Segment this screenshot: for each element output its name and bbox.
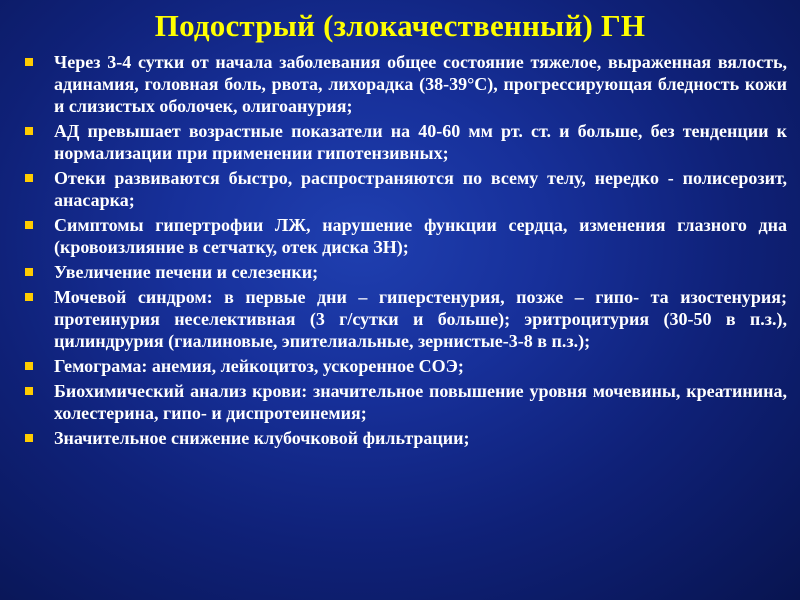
list-item-text: Биохимический анализ крови: значительное повышение уровня мочевины, креатинина, холестерина, гипо- и диспротеинемия; <box>54 381 787 424</box>
list-item-text: Отеки развиваются быстро, распространяются по всему телу, нередко - полисерозит, анасарка; <box>54 168 787 211</box>
square-bullet-icon <box>25 268 33 276</box>
square-bullet-icon <box>25 221 33 229</box>
square-bullet-icon <box>25 293 33 301</box>
list-item-text: АД превышает возрастные показатели на 40-60 мм рт. ст. и больше, без тенденции к нормализации при применении гипотензивных; <box>54 121 787 164</box>
list-item-text: Гемограма: анемия, лейкоцитоз, ускоренное СОЭ; <box>54 356 464 377</box>
list-item <box>25 286 787 353</box>
list-item-text: Симптомы гипертрофии ЛЖ, нарушение функции сердца, изменения глазного дна (кровоизлияние в сетчатку, отек диска ЗН); <box>54 215 787 258</box>
list-item <box>25 261 787 283</box>
list-item-text: Через 3-4 сутки от начала заболевания общее состояние тяжелое, выраженная вялость, адинамия, головная боль, рвота, лихорадка (38-39°С), прогрессирующая бледность кожи и слизистых оболочек, олигоанурия; <box>54 52 787 117</box>
square-bullet-icon <box>25 58 33 66</box>
list-item <box>25 380 787 424</box>
square-bullet-icon <box>25 362 33 370</box>
bullet-list <box>25 51 787 452</box>
list-item <box>25 51 787 118</box>
list-item-text: Увеличение печени и селезенки; <box>54 262 319 283</box>
slide-title: Подострый (злокачественный) ГН <box>154 8 646 43</box>
list-item <box>25 214 787 258</box>
list-item-text: Мочевой синдром: в первые дни – гиперстенурия, позже – гипо- та изостенурия; протеинурия неселективная (3 г/сутки и больше); эритроцитурия (30-50 в п.з.), цилиндрурия (гиалиновые, эпителиальные, зернистые-3-8 в п.з.); <box>54 287 787 352</box>
square-bullet-icon <box>25 434 33 442</box>
square-bullet-icon <box>25 174 33 182</box>
list-item <box>25 167 787 211</box>
list-item <box>25 355 787 377</box>
square-bullet-icon <box>25 387 33 395</box>
list-item-text: Значительное снижение клубочковой фильтрации; <box>54 428 470 448</box>
square-bullet-icon <box>25 127 33 135</box>
list-item <box>25 427 787 449</box>
list-item <box>25 120 787 164</box>
